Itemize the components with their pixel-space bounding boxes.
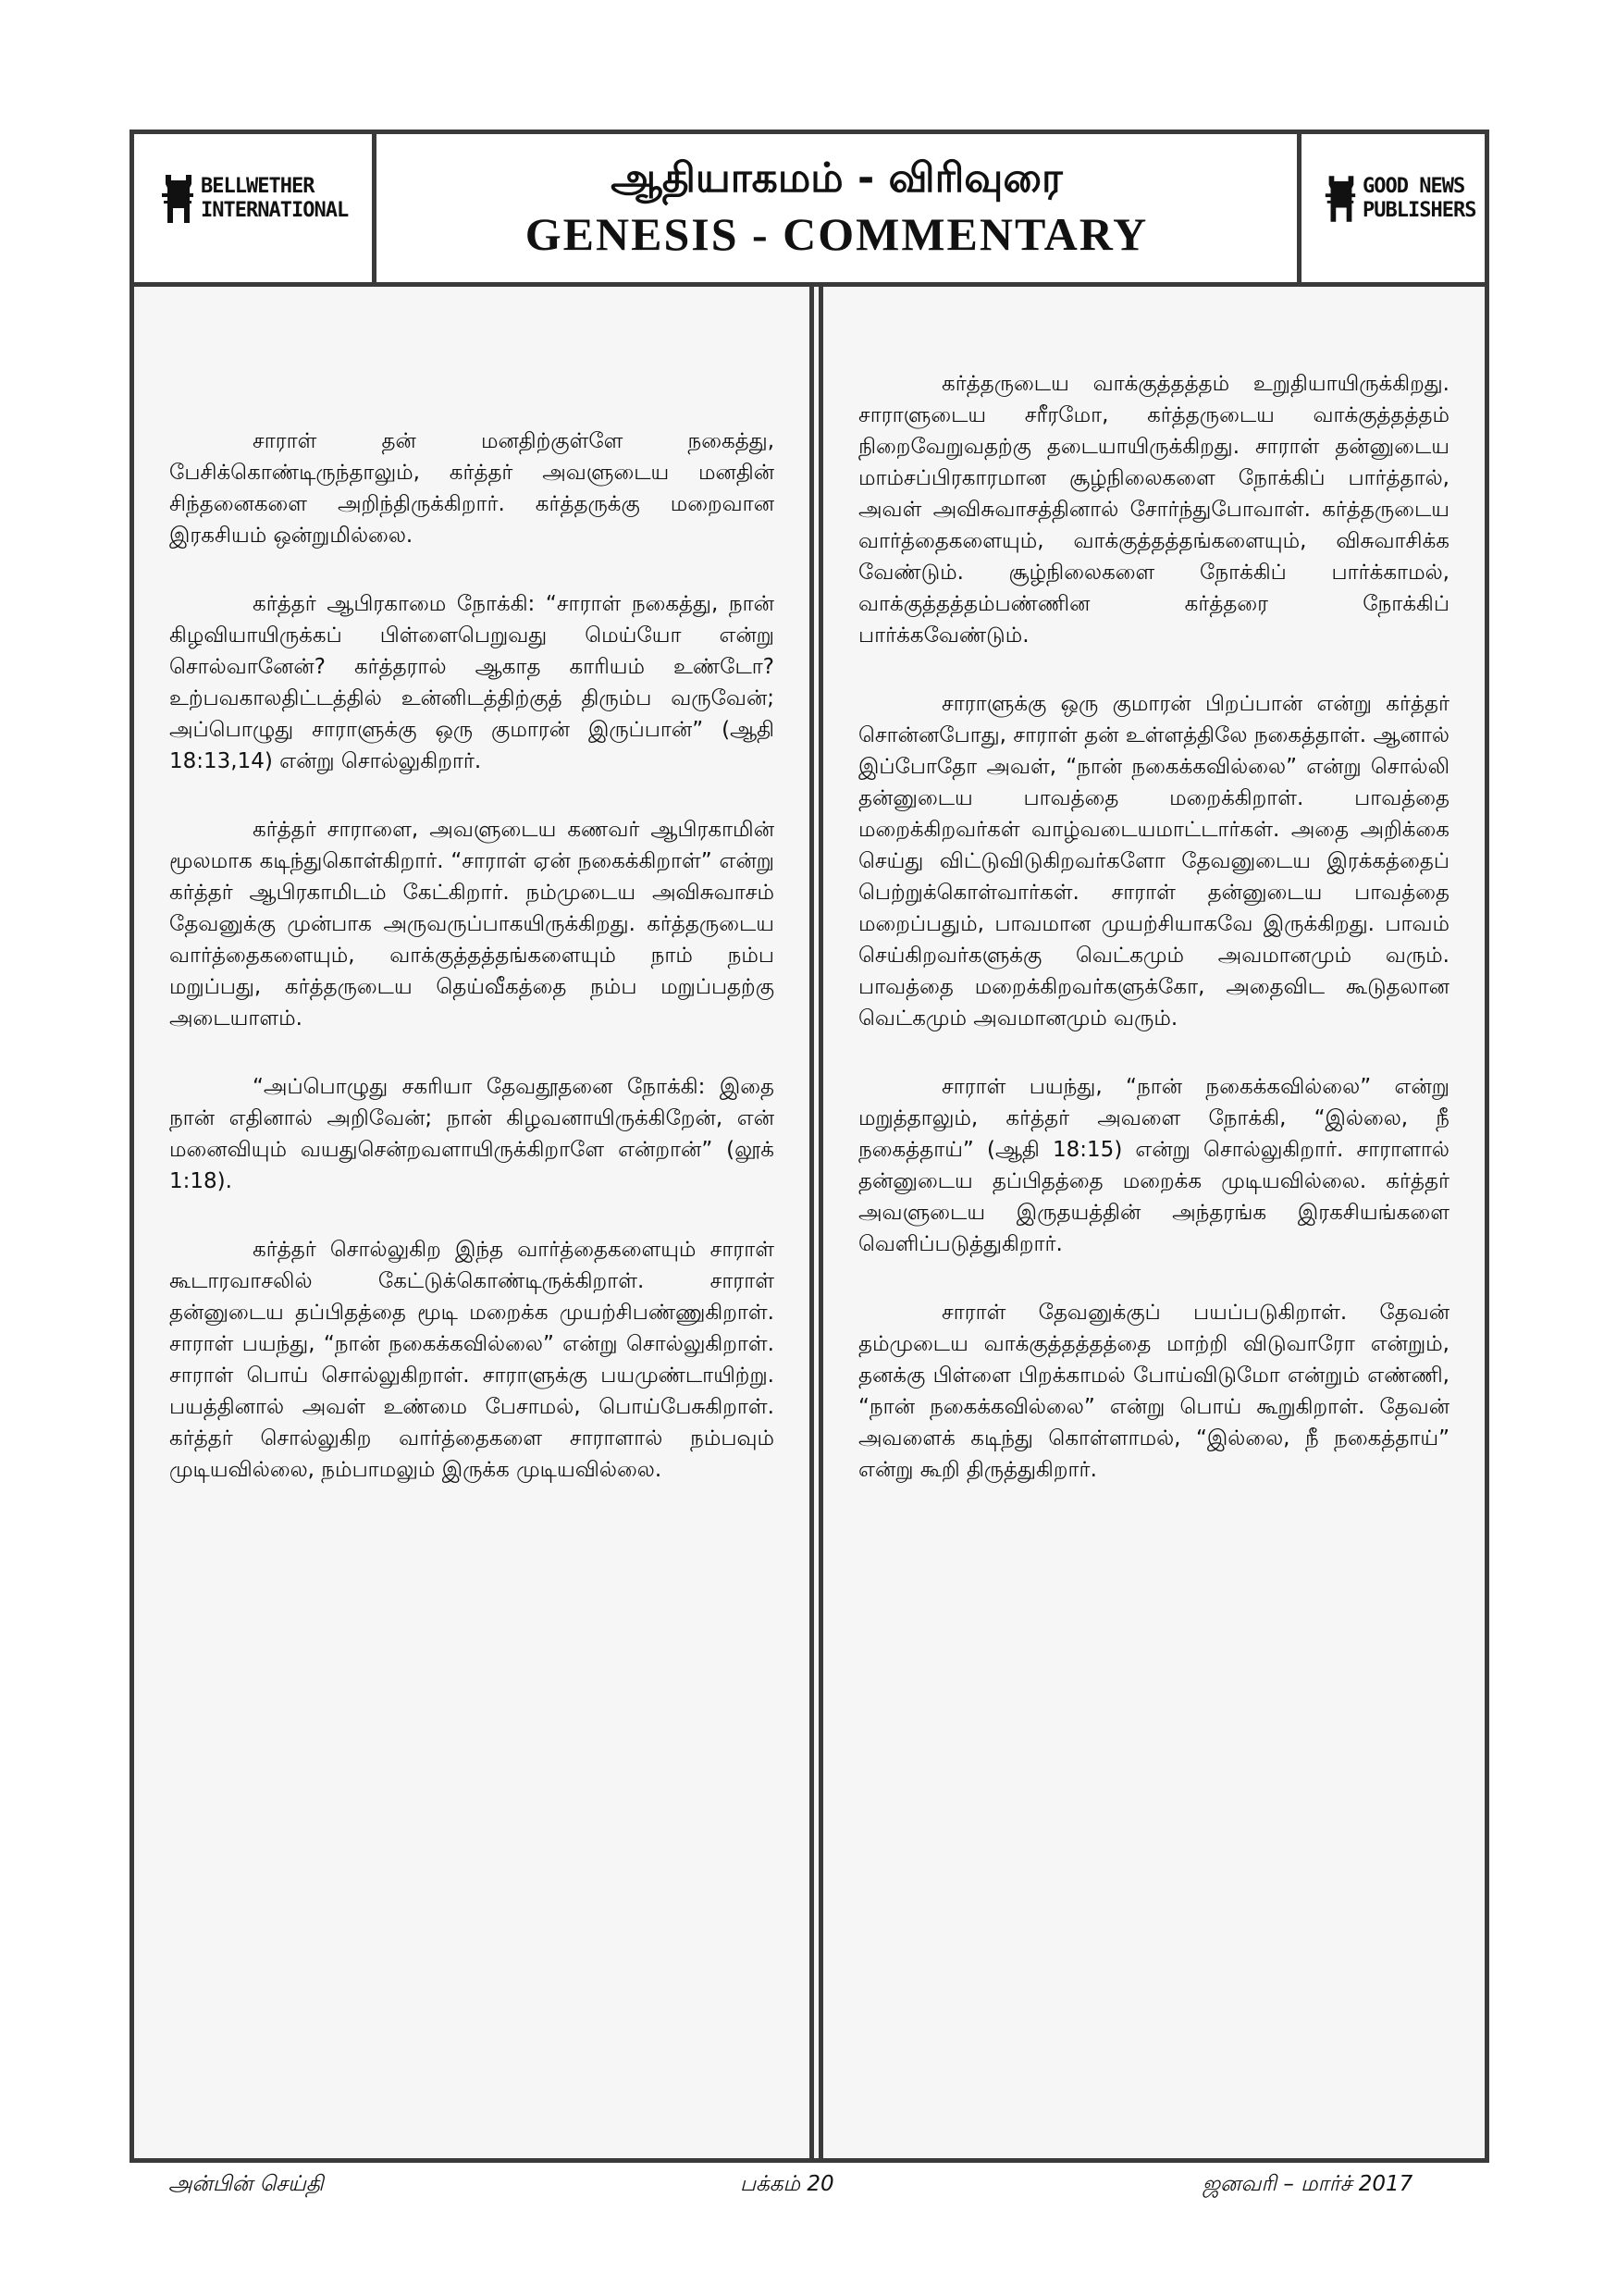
paragraph: “அப்பொழுது சகரியா தேவதூதனை நோக்கி: இதை நான் எதினால் அறிவேன்; நான் கிழவனாயிருக்கிறேன், என் மனைவியும் வயதுசென்றவளாயிருக்கிறாளே என்றான்” (லூக் 1:18). — [169, 1075, 774, 1193]
title-english: GENESIS - COMMENTARY — [524, 208, 1149, 260]
page-number: பக்கம் 20 — [740, 2172, 834, 2196]
bellwether-logo — [158, 171, 348, 227]
left-column — [134, 287, 814, 2158]
paragraph: சாராளுக்கு ஒரு குமாரன் பிறப்பான் என்று கர்த்தர் சொன்னபோது, சாராள் தன் உள்ளத்திலே நகைத்தாள். ஆனால் இப்போதோ அவள், “நான் நகைக்கவில்லை” என்று சொல்லி தன்னுடைய பாவத்தை மறைக்கிறாள். பாவத்தை மறைக்கிறவர்கள் வாழ்வடையமாட்டார்கள். அதை அறிக்கை செய்து விட்டுவிடுகிறவர்களோ தேவனுடைய இரக்கத்தைப் பெற்றுக்கொள்வார்கள். சாராள் தன்னுடைய பாவத்தை மறைப்பதும், பாவமான முயற்சியாகவே இருக்கிறது. பாவம் செய்கிறவர்களுக்கு வெட்கமும் அவமானமும் வரும். பாவத்தை மறைக்கிறவர்களுக்கோ, அதைவிட கூடுதலான வெட்கமும் அவமானமும் வரும். — [858, 692, 1449, 1031]
sheep-icon — [1322, 171, 1359, 227]
paragraph: சாராள் தேவனுக்குப் பயப்படுகிறாள். தேவன் தம்முடைய வாக்குத்தத்தத்தை மாற்றி விடுவாரோ என்றும், தனக்கு பிள்ளை பிறக்காமல் போய்விடுமோ என்றும் எண்ணி, “நான் நகைக்கவில்லை” என்று பொய் கூறுகிறாள். தேவன் அவளைக் கடிந்து கொள்ளாமல், “இல்லை, நீ நகைத்தாய்” என்று கூறி திருத்துகிறார். — [858, 1301, 1449, 1482]
paragraph: கர்த்தருடைய வாக்குத்தத்தம் உறுதியாயிருக்கிறது. சாராளுடைய சரீரமோ, கர்த்தருடைய வாக்குத்தத்தம் நிறைவேறுவதற்கு தடையாயிருக்கிறது. சாராள் தன்னுடைய மாம்சப்பிரகாரமான சூழ்நிலைகளை நோக்கிப் பார்த்தால், அவள் அவிசுவாசத்தினால் சோர்ந்துபோவாள். கர்த்தருடைய வார்த்தைகளையும், வாக்குத்தத்தங்களையும், விசுவாசிக்க வேண்டும். சூழ்நிலைகளை நோக்கிப் பார்க்காமல், வாக்குத்தத்தம்பண்ணின கர்த்தரை நோக்கிப் பார்க்கவேண்டும். — [858, 372, 1449, 648]
right-logo-cell — [1301, 134, 1485, 282]
left-logo-cell — [134, 134, 376, 282]
logo-line-1: GOOD NEWS — [1363, 175, 1465, 198]
paragraph: கர்த்தர் ஆபிரகாமை நோக்கி: “சாராள் நகைத்து, நான் கிழவியாயிருக்கப் பிள்ளைபெறுவது மெய்யோ என்று சொல்வானேன்? கர்த்தரால் ஆகாத காரியம் உண்டோ? உற்பவகாலதிட்டத்தில் உன்னிடத்திற்குத் திரும்ப வருவேன்; அப்பொழுது சாராளுக்கு ஒரு குமாரன் இருப்பான்” (ஆதி 18:13,14) என்று சொல்லுகிறார். — [169, 592, 774, 773]
page-footer — [0, 2172, 1616, 2209]
paragraph: கர்த்தர் சாராளை, அவளுடைய கணவர் ஆபிரகாமின் மூலமாக கடிந்துகொள்கிறார். “சாராள் ஏன் நகைக்கிறாள்” என்று கர்த்தர் ஆபிரகாமிடம் கேட்கிறார். நம்முடைய அவிசுவாசம் தேவனுக்கு முன்பாக அருவருப்பாகயிருக்கிறது. கர்த்தருடைய வார்த்தைகளையும், வாக்குத்தத்தங்களையும் நாம் நம்ப மறுப்பது, கர்த்தருடைய தெய்வீகத்தை நம்ப மறுப்பதற்கு அடையாளம். — [169, 818, 774, 1031]
issue-date: ஜனவரி – மார்ச் 2017 — [1203, 2172, 1413, 2196]
magazine-name: அன்பின் செய்தி — [168, 2172, 324, 2196]
title-cell — [376, 134, 1301, 282]
title-tamil: ஆதியாகமம் - விரிவுரை — [611, 154, 1063, 202]
paragraph: கர்த்தர் சொல்லுகிற இந்த வார்த்தைகளையும் சாராள் கூடாரவாசலில் கேட்டுக்கொண்டிருக்கிறாள். சாராள் தன்னுடைய தப்பிதத்தை மூடி மறைக்க முயற்சிபண்ணுகிறாள். சாராள் பயந்து, “நான் நகைக்கவில்லை” என்று சொல்லுகிறாள். சாராள் பொய் சொல்லுகிறாள். சாராளுக்கு பயமுண்டாயிற்று. பயத்தினால் அவள் உண்மை பேசாமல், பொய்பேசுகிறாள். கர்த்தர் சொல்லுகிற வார்த்தைகளை சாராளால் நம்பவும் முடியவில்லை, நம்பாமலும் இருக்க முடியவில்லை. — [169, 1238, 774, 1482]
logo-line-2: INTERNATIONAL — [201, 199, 349, 222]
sheep-icon — [158, 171, 197, 227]
logo-line-2: PUBLISHERS — [1363, 199, 1476, 222]
page-frame — [130, 130, 1489, 2163]
paragraph: சாராள் பயந்து, “நான் நகைக்கவில்லை” என்று மறுத்தாலும், கர்த்தர் அவளை நோக்கி, “இல்லை, நீ நகைத்தாய்” (ஆதி 18:15) என்று சொல்லுகிறார். சாராளால் தன்னுடைய தப்பிதத்தை மறைக்க முடியவில்லை. கர்த்தர் அவளுடைய இருதயத்தின் அந்தரங்க இரகசியங்களை வெளிப்படுத்துகிறார். — [858, 1075, 1449, 1256]
good-news-logo — [1322, 171, 1475, 227]
page-header — [134, 134, 1485, 287]
logo-line-1: BELLWETHER — [201, 175, 315, 198]
right-column — [819, 287, 1485, 2158]
paragraph: சாராள் தன் மனதிற்குள்ளே நகைத்து, பேசிக்கொண்டிருந்தாலும், கர்த்தர் அவளுடைய மனதின் சிந்தனைகளை அறிந்திருக்கிறார். கர்த்தருக்கு மறைவான இரகசியம் ஒன்றுமில்லை. — [169, 429, 774, 548]
